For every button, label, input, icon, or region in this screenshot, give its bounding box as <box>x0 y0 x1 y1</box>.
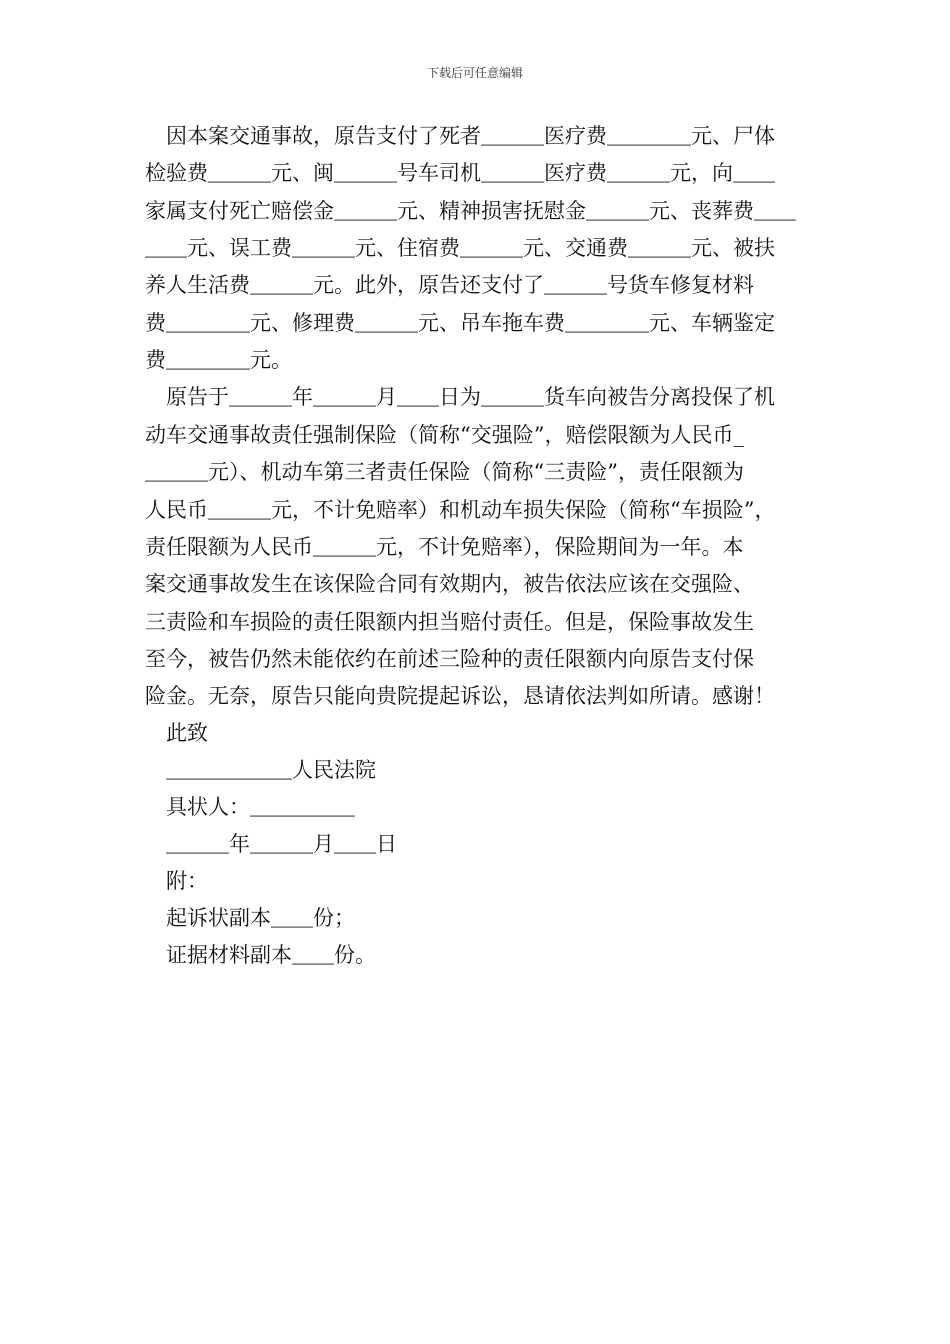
attachment-item: 起诉状副本＿＿份； <box>145 906 355 930</box>
body-line: 检验费＿＿＿元、闽＿＿＿号车司机＿＿＿医疗费＿＿＿元，向＿＿ <box>145 161 775 185</box>
court-line: ＿＿＿＿＿＿人民法院 <box>145 758 376 782</box>
body-line: 养人生活费＿＿＿元。此外，原告还支付了＿＿＿号货车修复材料 <box>145 273 754 297</box>
page-header: 下载后可任意编辑 <box>426 66 523 80</box>
body-line: 案交通事故发生在该保险合同有效期内，被告依法应该在交强险、 <box>145 572 754 596</box>
salutation: 此致 <box>145 721 208 745</box>
body-line: 险金。无奈，原告只能向贵院提起诉讼，恳请依法判如所请。感谢！ <box>145 684 775 708</box>
plaintiff-signature-line: 具状人：＿＿＿＿＿ <box>145 795 355 819</box>
body-line: 家属支付死亡赔偿金＿＿＿元、精神损害抚慰金＿＿＿元、丧葬费＿＿ <box>145 199 796 223</box>
body-line: 至今，被告仍然未能依约在前述三险种的责任限额内向原告支付保 <box>145 647 754 671</box>
body-line: 人民币＿＿＿元，不计免赔率）和机动车损失保险（简称“车损险”， <box>145 498 776 522</box>
body-line: ＿＿元、误工费＿＿＿元、住宿费＿＿＿元、交通费＿＿＿元、被扶 <box>145 236 775 260</box>
body-line: ＿＿＿元）、机动车第三者责任保险（简称“三责险”，责任限额为 <box>145 460 744 484</box>
body-line: 原告于＿＿＿年＿＿＿月＿＿日为＿＿＿货车向被告分离投保了机 <box>145 385 775 409</box>
body-line: 费＿＿＿＿元。 <box>145 348 292 372</box>
body-line: 费＿＿＿＿元、修理费＿＿＿元、吊车拖车费＿＿＿＿元、车辆鉴定 <box>145 311 775 335</box>
attachment-item: 证据材料副本＿＿份。 <box>145 943 376 967</box>
date-line: ＿＿＿年＿＿＿月＿＿日 <box>145 832 397 856</box>
attachments-label: 附： <box>145 869 208 893</box>
body-line: 责任限额为人民币＿＿＿元，不计免赔率），保险期间为一年。本 <box>145 535 744 559</box>
body-line: 动车交通事故责任强制保险（简称“交强险”，赔偿限额为人民币_ <box>145 423 744 447</box>
body-line: 因本案交通事故，原告支付了死者＿＿＿医疗费＿＿＿＿元、尸体 <box>145 124 775 148</box>
body-line: 三责险和车损险的责任限额内担当赔付责任。但是，保险事故发生 <box>145 610 754 634</box>
